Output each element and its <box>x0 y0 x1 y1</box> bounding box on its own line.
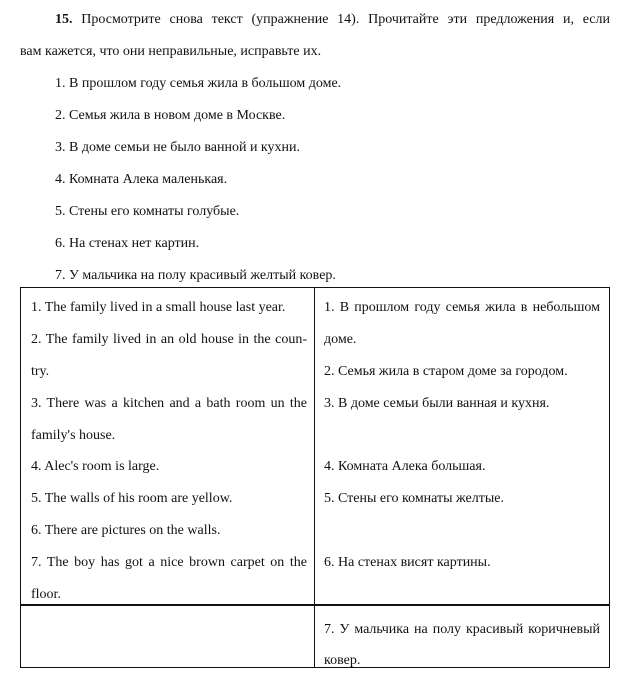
sentence-item: 3. В доме семьи не было ванной и кухни. <box>55 140 301 155</box>
russian-line: 4. Комната Алека большая. <box>324 459 486 474</box>
table-column-divider <box>314 287 315 668</box>
english-line: family's house. <box>31 428 116 443</box>
russian-line: ковер. <box>324 653 361 668</box>
russian-line: 3. В доме семьи были ванная и кухня. <box>324 396 550 411</box>
sentence-item: 7. У мальчика на полу красивый желтый ковер. <box>55 268 336 283</box>
russian-line: 6. На стенах висят картины. <box>324 555 491 570</box>
exercise-instruction-line-1 <box>55 11 610 29</box>
sentence-item: 5. Стены его комнаты голубые. <box>55 204 240 219</box>
exercise-instruction-line-2: вам кажется, что они неправильные, исправьте их. <box>20 44 322 59</box>
instruction-text: Просмотрите снова текст (упражнение 14). Прочитайте эти предложения и, если <box>81 12 610 27</box>
sentence-item: 1. В прошлом году семья жила в большом доме. <box>55 76 342 91</box>
english-line: try. <box>31 364 50 379</box>
russian-line: доме. <box>324 332 357 347</box>
exercise-number: 15. <box>55 12 73 27</box>
english-line: 4. Alec's room is large. <box>31 459 160 474</box>
english-line: floor. <box>31 587 61 602</box>
english-line: 1. The family lived in a small house last year. <box>31 300 286 315</box>
english-line: 6. There are pictures on the walls. <box>31 523 221 538</box>
russian-line: 1. В прошлом году семья жила в небольшом <box>324 300 600 315</box>
russian-line: 7. У мальчика на полу красивый коричневый <box>324 622 600 637</box>
sentence-item: 6. На стенах нет картин. <box>55 236 200 251</box>
russian-line: 5. Стены его комнаты желтые. <box>324 491 504 506</box>
russian-line: 2. Семья жила в старом доме за городом. <box>324 364 568 379</box>
sentence-item: 2. Семья жила в новом доме в Москве. <box>55 108 286 123</box>
english-line: 2. The family lived in an old house in the coun- <box>31 332 307 347</box>
english-line: 5. The walls of his room are yellow. <box>31 491 233 506</box>
english-line: 3. There was a kitchen and a bath room un the <box>31 396 307 411</box>
english-line: 7. The boy has got a nice brown carpet on the <box>31 555 307 570</box>
sentence-item: 4. Комната Алека маленькая. <box>55 172 228 187</box>
table-row-divider <box>20 604 610 606</box>
